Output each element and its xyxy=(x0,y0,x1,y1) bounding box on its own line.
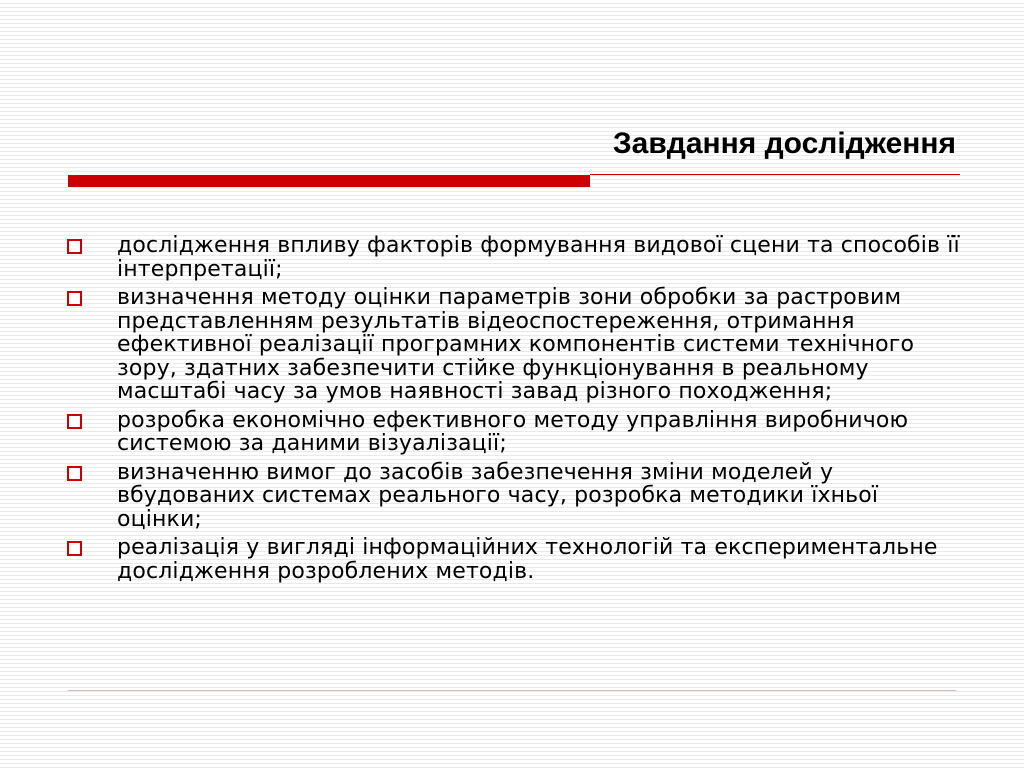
bullet-text: реалізація у вигляді інформаційних технологій та експериментальне дослідження розроблених методів. xyxy=(117,535,938,584)
bullet-text: розробка економічно ефективного методу управління виробничою системою за даними візуалізації; xyxy=(117,407,909,456)
square-bullet-icon xyxy=(67,414,82,429)
bullet-text: визначення методу оцінки параметрів зони обробки за растровим представленням результатів відеоспостереження, отримання ефективної реалізації програмних компонентів системи технічного зору, здатних забезпечити стійке функціонування в реальному масштабі часу за умов наявності завад різного походження; xyxy=(117,285,915,404)
bullet-text: дослідження впливу факторів формування видової сцени та способів її інтерпретації; xyxy=(117,233,960,282)
square-bullet-icon xyxy=(67,239,82,254)
list-item xyxy=(66,536,966,583)
square-bullet-icon xyxy=(67,466,82,481)
title-underline-line xyxy=(590,174,960,175)
square-bullet-icon xyxy=(67,541,82,556)
slide-title: Завдання дослідження xyxy=(612,127,956,160)
title-underline-bar xyxy=(68,175,590,187)
square-bullet-icon xyxy=(67,291,82,306)
bullet-text: визначенню вимог до засобів забезпечення зміни моделей у вбудованих системах реального часу, розробка методики їхньої оцінки; xyxy=(117,459,879,532)
list-item xyxy=(66,461,966,532)
task-bullet-list xyxy=(66,234,966,588)
footer-divider xyxy=(68,690,956,691)
list-item xyxy=(66,409,966,456)
list-item xyxy=(66,286,966,404)
list-item xyxy=(66,234,966,281)
